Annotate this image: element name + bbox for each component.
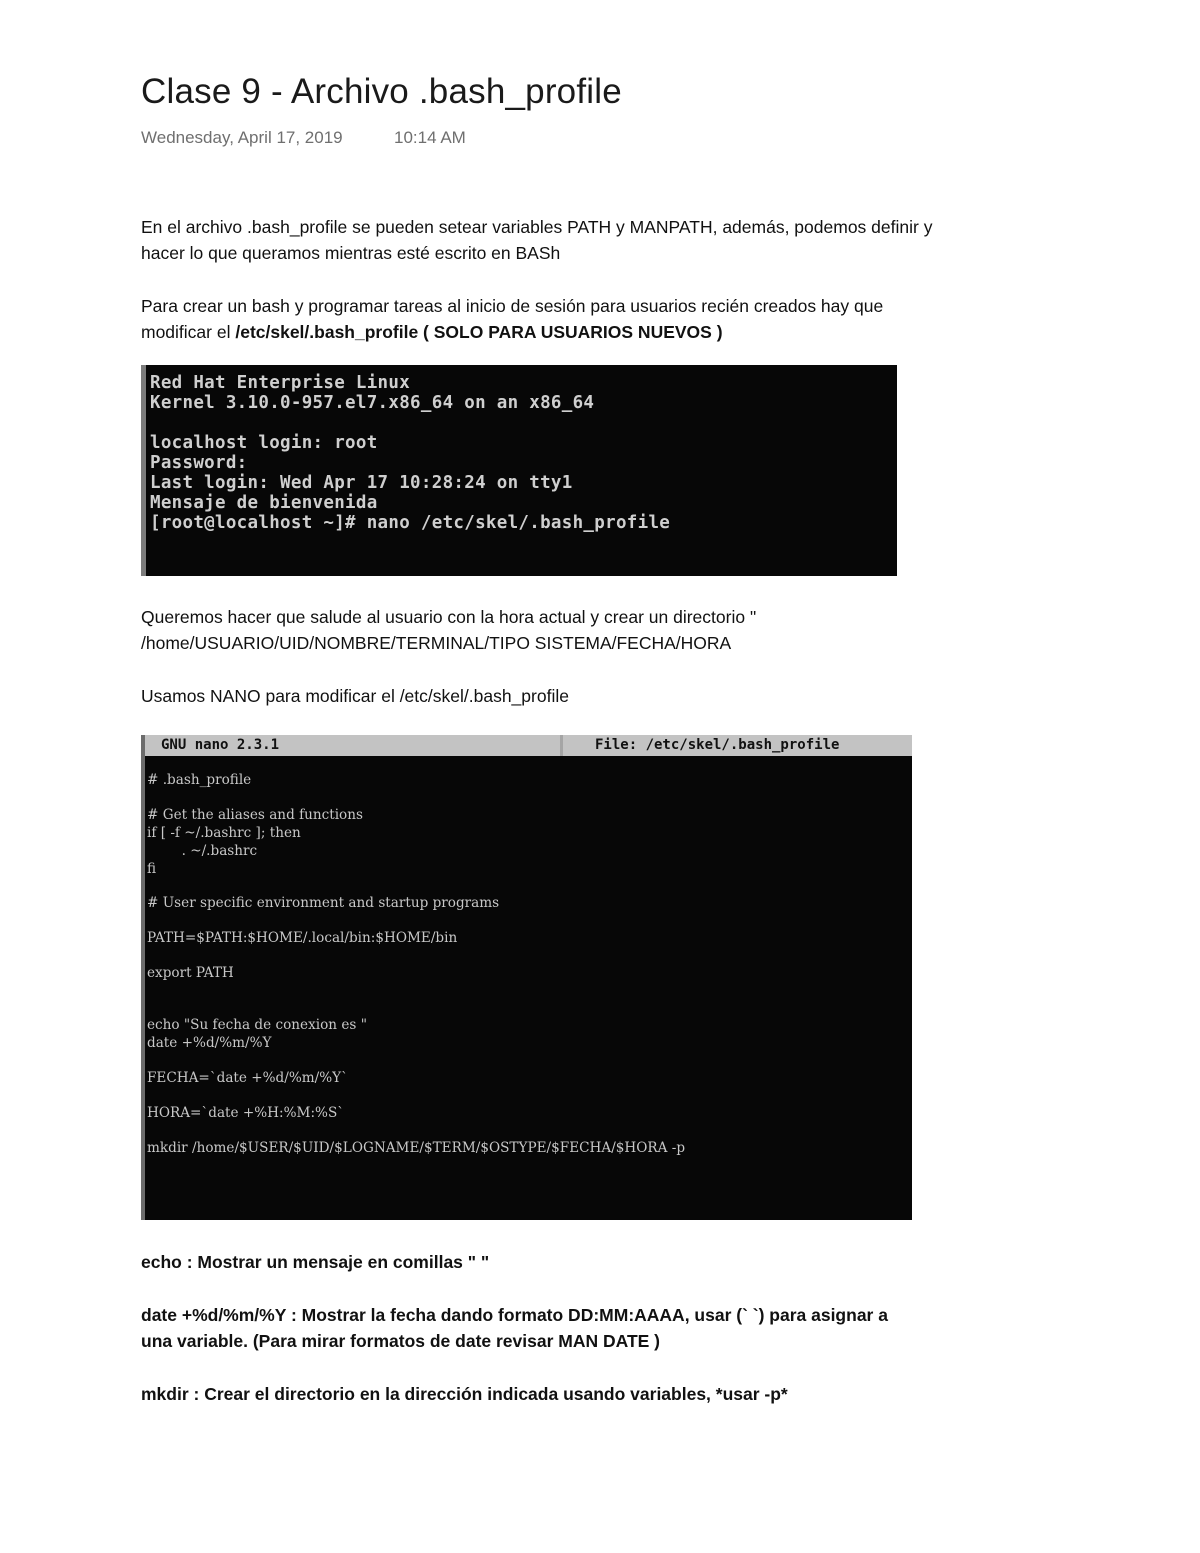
page-date: Wednesday, April 17, 2019: [141, 128, 343, 147]
code-line: date +%d/%m/%Y: [147, 1035, 272, 1051]
note-line: echo : Mostrar un mensaje en comillas " ": [141, 1252, 490, 1272]
page-title: Clase 9 - Archivo .bash_profile: [141, 72, 622, 111]
page-time: 10:14 AM: [394, 128, 466, 147]
note-line: mkdir : Crear el directorio en la dirección indicada usando variables, *usar -p*: [141, 1384, 788, 1404]
code-line: echo "Su fecha de conexion es ": [147, 1017, 367, 1033]
note-mkdir: [141, 1381, 1081, 1407]
paragraph-line: Usamos NANO para modificar el /etc/skel/.bash_profile: [141, 686, 569, 706]
title-bar-divider: [560, 735, 563, 756]
paragraph-skel: [141, 293, 1081, 345]
code-line: . ~/.bashrc: [147, 843, 258, 859]
paragraph-line: hacer lo que queramos mientras esté escrito en BASh: [141, 243, 561, 263]
terminal-line: Kernel 3.10.0-957.el7.x86_64 on an x86_64: [150, 393, 595, 413]
paragraph-line: En el archivo .bash_profile se pueden setear variables PATH y MANPATH, además, podemos definir y: [141, 217, 933, 237]
note-date: [141, 1302, 1081, 1354]
terminal-line: Password:: [150, 453, 248, 473]
code-line: export PATH: [147, 965, 234, 981]
paragraph-line: Para crear un bash y programar tareas al inicio de sesión para usuarios recién creados hay que: [141, 296, 884, 316]
nano-editor-screenshot: [141, 735, 912, 1220]
paragraph-line: Queremos hacer que salude al usuario con la hora actual y crear un directorio ": [141, 607, 757, 627]
code-line: fi: [147, 861, 157, 877]
code-line: # .bash_profile: [147, 772, 252, 788]
paragraph-line: /home/USUARIO/UID/NOMBRE/TERMINAL/TIPO SISTEMA/FECHA/HORA: [141, 633, 732, 653]
code-line: # User specific environment and startup programs: [147, 895, 500, 911]
paragraph-text: modificar el: [141, 322, 236, 342]
paragraph-intro: [141, 214, 1081, 266]
paragraph-goal: [141, 604, 1081, 656]
paragraph-bold-path: /etc/skel/.bash_profile ( SOLO PARA USUARIOS NUEVOS ): [235, 322, 723, 342]
nano-file-name: File: /etc/skel/.bash_profile: [595, 737, 840, 753]
code-line: if [ -f ~/.bashrc ]; then: [147, 825, 301, 841]
terminal-login-screenshot: [141, 365, 897, 576]
paragraph-line: [141, 319, 1081, 345]
note-echo: [141, 1249, 1081, 1275]
code-line: HORA=`date +%H:%M:%S`: [147, 1105, 345, 1121]
code-line: # Get the aliases and functions: [147, 807, 363, 823]
code-line: mkdir /home/$USER/$UID/$LOGNAME/$TERM/$OSTYPE/$FECHA/$HORA -p: [147, 1140, 686, 1156]
terminal-line: [root@localhost ~]# nano /etc/skel/.bash_profile: [150, 513, 671, 533]
terminal-line: Last login: Wed Apr 17 10:28:24 on tty1: [150, 473, 573, 493]
code-line: FECHA=`date +%d/%m/%Y`: [147, 1070, 348, 1086]
terminal-line: Red Hat Enterprise Linux: [150, 373, 411, 393]
terminal-line: localhost login: root: [150, 433, 378, 453]
terminal-line: Mensaje de bienvenida: [150, 493, 378, 513]
nano-version: GNU nano 2.3.1: [161, 737, 280, 753]
note-line: una variable. (Para mirar formatos de date revisar MAN DATE ): [141, 1331, 661, 1351]
nano-title-bar: [145, 735, 912, 756]
code-line: PATH=$PATH:$HOME/.local/bin:$HOME/bin: [147, 930, 458, 946]
paragraph-nano: [141, 683, 1081, 709]
note-line: date +%d/%m/%Y : Mostrar la fecha dando formato DD:MM:AAAA, usar (` `) para asignar a: [141, 1305, 888, 1325]
